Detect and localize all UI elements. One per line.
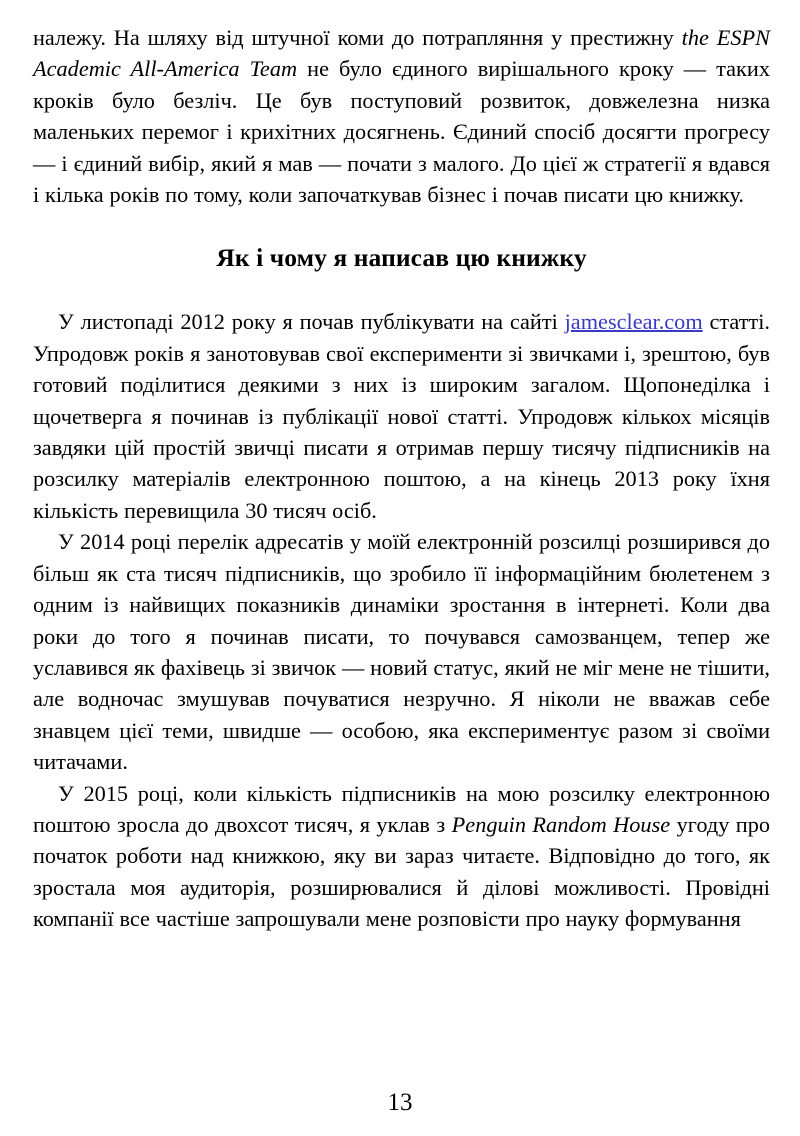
paragraph-2: [33, 306, 770, 526]
paragraph-text-segment: не було єдиного вирішального кроку — таких кроків було безліч. Це був поступовий розвиток, довжелезна низка маленьких перемог і крихітних досягнень. Єдиний спосіб досягти прогресу — і єдиний вибір, який я мав — почати з малого. До цієї ж стратегії я вдався і кілька років по тому, коли започаткував бізнес і почав писати цю книжку.: [33, 56, 770, 208]
paragraph-3: [33, 526, 770, 777]
paragraph-text-segment: У 2015 році, коли кількість підписників на мою розсилку електронною поштою зросла до двохсот тисяч, я уклав з: [33, 780, 770, 837]
section-heading: Як і чому я написав цю книжку: [216, 243, 587, 273]
paragraph-continued-from-previous-page: [33, 22, 770, 210]
page-number: 13: [387, 1089, 413, 1116]
spacer-before-heading: [33, 210, 770, 242]
jamesclear-website-link[interactable]: jamesclear.com: [564, 309, 703, 335]
text-column: [33, 22, 770, 935]
paragraph-text-segment: У листопаді 2012 року я почав публікувати на сайті: [58, 309, 565, 335]
italic-publisher-penguin-random-house: Penguin Random House: [451, 811, 671, 837]
paragraph-text-segment: статті. Упродовж років я занотовував свої експерименти зі звичками і, зрештою, був готовий поділитися деякими з них із широким загалом. Щопонеділка і щочетверга я починав із публікації нової статті. Упродовж кількох місяців завдяки цій простій звичці писати я отримав першу тисячу підписників на розсилку матеріалів електронною поштою, а на кінець 2013 року їхня кількість перевищила 30 тисяч осіб.: [33, 309, 770, 523]
paragraph-text-segment: У 2014 році перелік адресатів у моїй електронній розсилці розширився до більш як ста тисяч підписників, що зробило її інформаційним бюлетенем з одним із найвищих показників динаміки зростання в інтернеті. Коли два роки до того я починав писати, то почувався самозванцем, тепер же уславився як фахівець зі звичок — новий статус, який не міг мене не тішити, але водночас змушував почуватися незручно. Я ніколи не вважав себе знавцем цієї теми, швидше — особою, яка експериментує разом зі своїми читачами.: [33, 529, 770, 775]
paragraph-4: [33, 778, 770, 935]
italic-title-espn-team: the ESPN Academic All-America Team: [33, 25, 770, 82]
paragraph-text-segment: угоду про початок роботи над книжкою, яку ви зараз читаєте. Відповідно до того, як зростала моя аудиторія, розширювалися й ділові можливості. Провідні компанії все частіше запрошували мене розповісти про науку формування: [33, 811, 771, 932]
paragraph-text-segment: належу. На шляху від штучної коми до потрапляння у престижну: [33, 25, 682, 50]
spacer-after-heading: [33, 273, 770, 306]
